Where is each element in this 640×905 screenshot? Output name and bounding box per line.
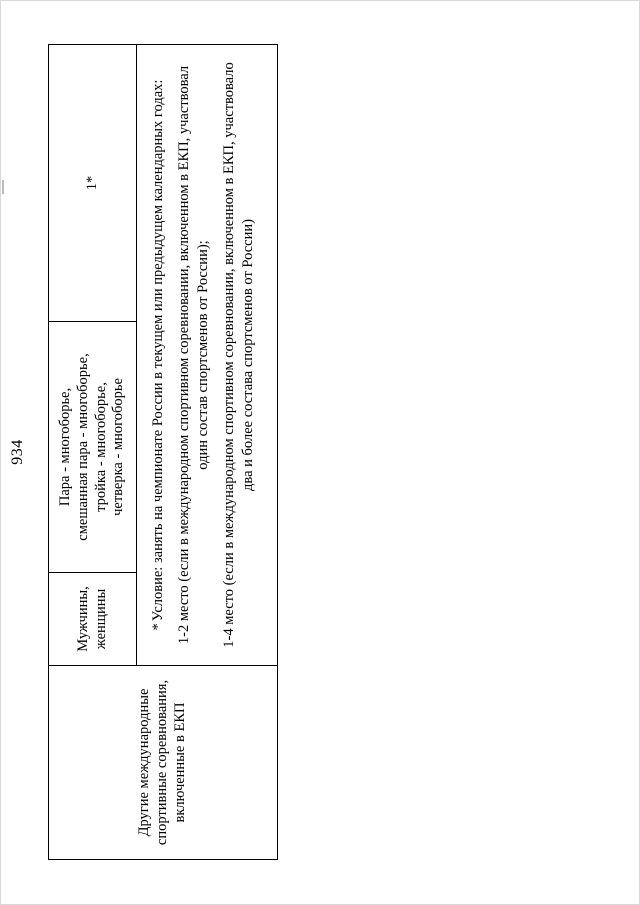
discipline-item: Пара - многоборье, [57,387,74,507]
classification-table [48,44,278,860]
place-cell: 1* [49,45,137,322]
disciplines-cell [49,322,137,573]
footnote-item-1: 1-2 место (если в международном спортивном соревновании, включенном в ЕКП, участвовал один состав спортсменов от России); [176,65,212,645]
discipline-item: четверка - многоборье [110,378,127,516]
page-number: 934 [9,439,26,465]
footnote-cell [137,45,278,666]
table-row [49,45,137,860]
footnote-item-2: 1-4 место (если в международном спортивном соревновании, включенном в ЕКП, участвовало два и более состава спортсменов от России) [221,62,257,648]
footnote-condition-text: Условие: занять на чемпионате России в текущем или предыдущем календарных годах: [149,79,166,622]
discipline-item: тройка - многоборье, [92,382,109,512]
footnote-condition [149,51,168,659]
footnote-star: * [149,623,166,631]
rotated-document [9,44,278,860]
gender-cell: Мужчины, женщины [49,573,137,666]
discipline-item: смешанная пара - многоборье, [75,353,92,541]
scan-edge-mark [2,180,4,194]
category-cell: Другие международные спортивные соревнования, включенные в ЕКП [49,666,278,860]
